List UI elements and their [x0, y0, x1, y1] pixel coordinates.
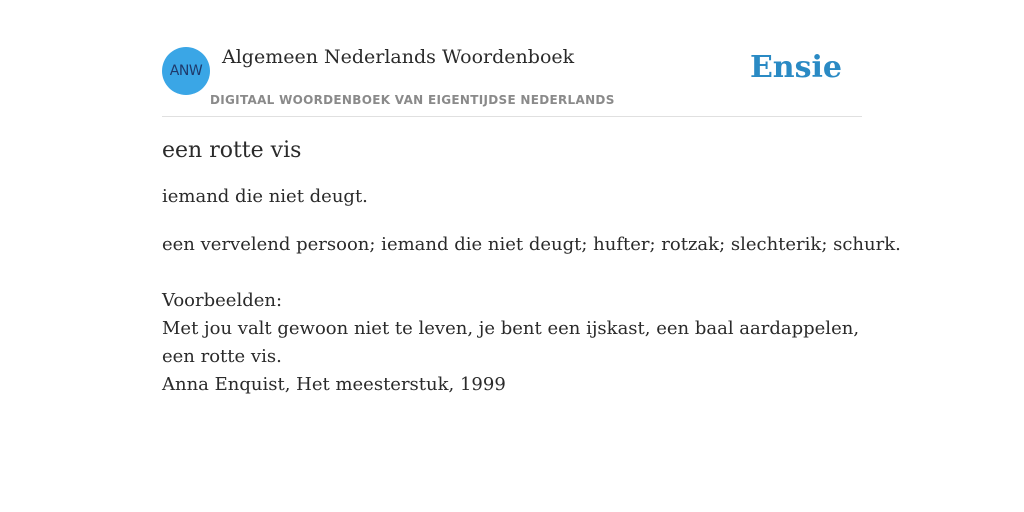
examples-label: Voorbeelden: — [162, 290, 283, 311]
entry — [162, 138, 901, 399]
header — [162, 40, 862, 117]
dictionary-subtitle: DIGITAAL WOORDENBOEK VAN EIGENTIJDSE NEDERLANDS — [210, 93, 615, 107]
definition: iemand die niet deugt. — [162, 186, 368, 207]
examples — [162, 287, 862, 399]
example-text: Met jou valt gewoon niet te leven, je bent een ijskast, een baal aardappelen, een rotte vis. — [162, 318, 860, 367]
synonyms: een vervelend persoon; iemand die niet deugt; hufter; rotzak; slechterik; schurk. — [162, 234, 901, 255]
example-source: Anna Enquist, Het meesterstuk, 1999 — [162, 374, 506, 395]
ensie-logo[interactable]: Ensie — [749, 50, 842, 85]
logo-text: ANW — [169, 63, 203, 79]
headword: een rotte vis — [162, 138, 302, 163]
anw-logo[interactable] — [162, 47, 210, 95]
dictionary-title[interactable]: Algemeen Nederlands Woordenboek — [222, 46, 575, 68]
